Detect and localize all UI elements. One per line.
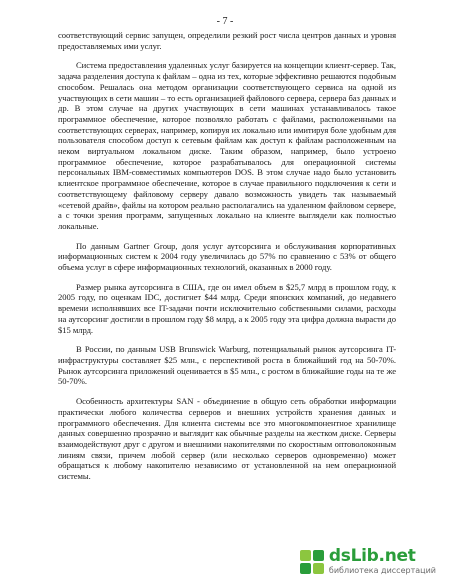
watermark-text xyxy=(329,548,436,575)
watermark-subtitle: библиотека диссертаций xyxy=(328,566,436,575)
paragraph-3: По данным Gartner Group, доля услуг аутсорсинга и обслуживания корпоративных информационных систем к 2004 году увеличилась до 57% по сравнению с 53% от общего объема услуг в сфере информационных технологий, оказанных в 2000 году. xyxy=(58,240,396,273)
paragraph-5: В России, по данным USB Brunswick Warburg, потенциальный рынок аутсорсинга IT-инфраструктуры составляет $25 млн., с перспективой роста в ближайший год на 50-70%. Рынок аутсорсинга приложений оценивается в $5 млн., с ростом в ближайшие годы на те же 50-70%. xyxy=(58,344,396,387)
dslib-watermark[interactable] xyxy=(295,545,442,578)
document-body xyxy=(58,30,396,491)
paragraph-1: соответствующий сервис запущен, определили резкий рост числа центров данных и уровня предоставляемых ими услуг. xyxy=(58,30,396,51)
dslib-logo-icon xyxy=(299,549,325,575)
paragraph-4: Размер рынка аутсорсинга в США, где он имел объем в $25,7 млрд в прошлом году, к 2005 году, по оценкам IDC, достигнет $44 млрд. Среди японских компаний, до недавнего времени исполнявших все IT-задачи почти исключительно собственными силами, расходы на аутсорсинг достигли в прошлом году $8 млрд, а к 2005 году эта цифра должна вырасти до $15 млрд. xyxy=(58,281,396,335)
paragraph-6: Особенность архитектуры SAN - объединение в общую сеть обработки информации практически любого количества серверов и внешних устройств хранения данных и программного обеспечения. Для клиента системы все это многокомпонентное хранилище данных совершенно прозрачно и выглядит как обычные разделы на жестком диске. Серверы взаимодействуют друг с другом и внешними накопителями по скоростным оптоволоконным линиям связи, причем любой сервер (или несколько серверов одновременно) может обращаться к любому накопителю независимо от установленной на нем операционной системы. xyxy=(58,396,396,482)
paragraph-2: Система предоставления удаленных услуг базируется на концепции клиент-сервер. Так, задача разделения доступа к файлам – одна из тех, которые эффективно решаются подобным способом. Решалась она методом организации соответствующего сервиса на одной из участвующих в сети машин – то есть организацией файлового сервера, сервера баз данных и др. В этом случае на других участвующих в сети машинах устанавливалось такое программное обеспечение, которое позволяло работать с файлами, расположенными на соответствующих серверах, например, копируя их локально или имитируя боле удобным для пользователя способом доступ к сетевым файлам как доступ к файлам расположенным на неком виртуальном локальном диске. Таким образом, например, было устроено программное обеспечение, которое разрабатывалось для операционной системы персональных IBM-совместимых компьютеров DOS. В этом случае надо было установить клиентское программное обеспечение, которое в случае правильного подключения к сети и соответствующему файловому серверу давало возможность увидеть так называемый «сетевой драйв», файлы на котором реально располагались на удаленном файловом сервере, а с точки зрения программ, запущенных локально на клиенте выглядели как полностью локальные. xyxy=(58,60,396,231)
watermark-brand: dsLib.net xyxy=(328,546,416,566)
page-number: - 7 - xyxy=(216,16,234,27)
